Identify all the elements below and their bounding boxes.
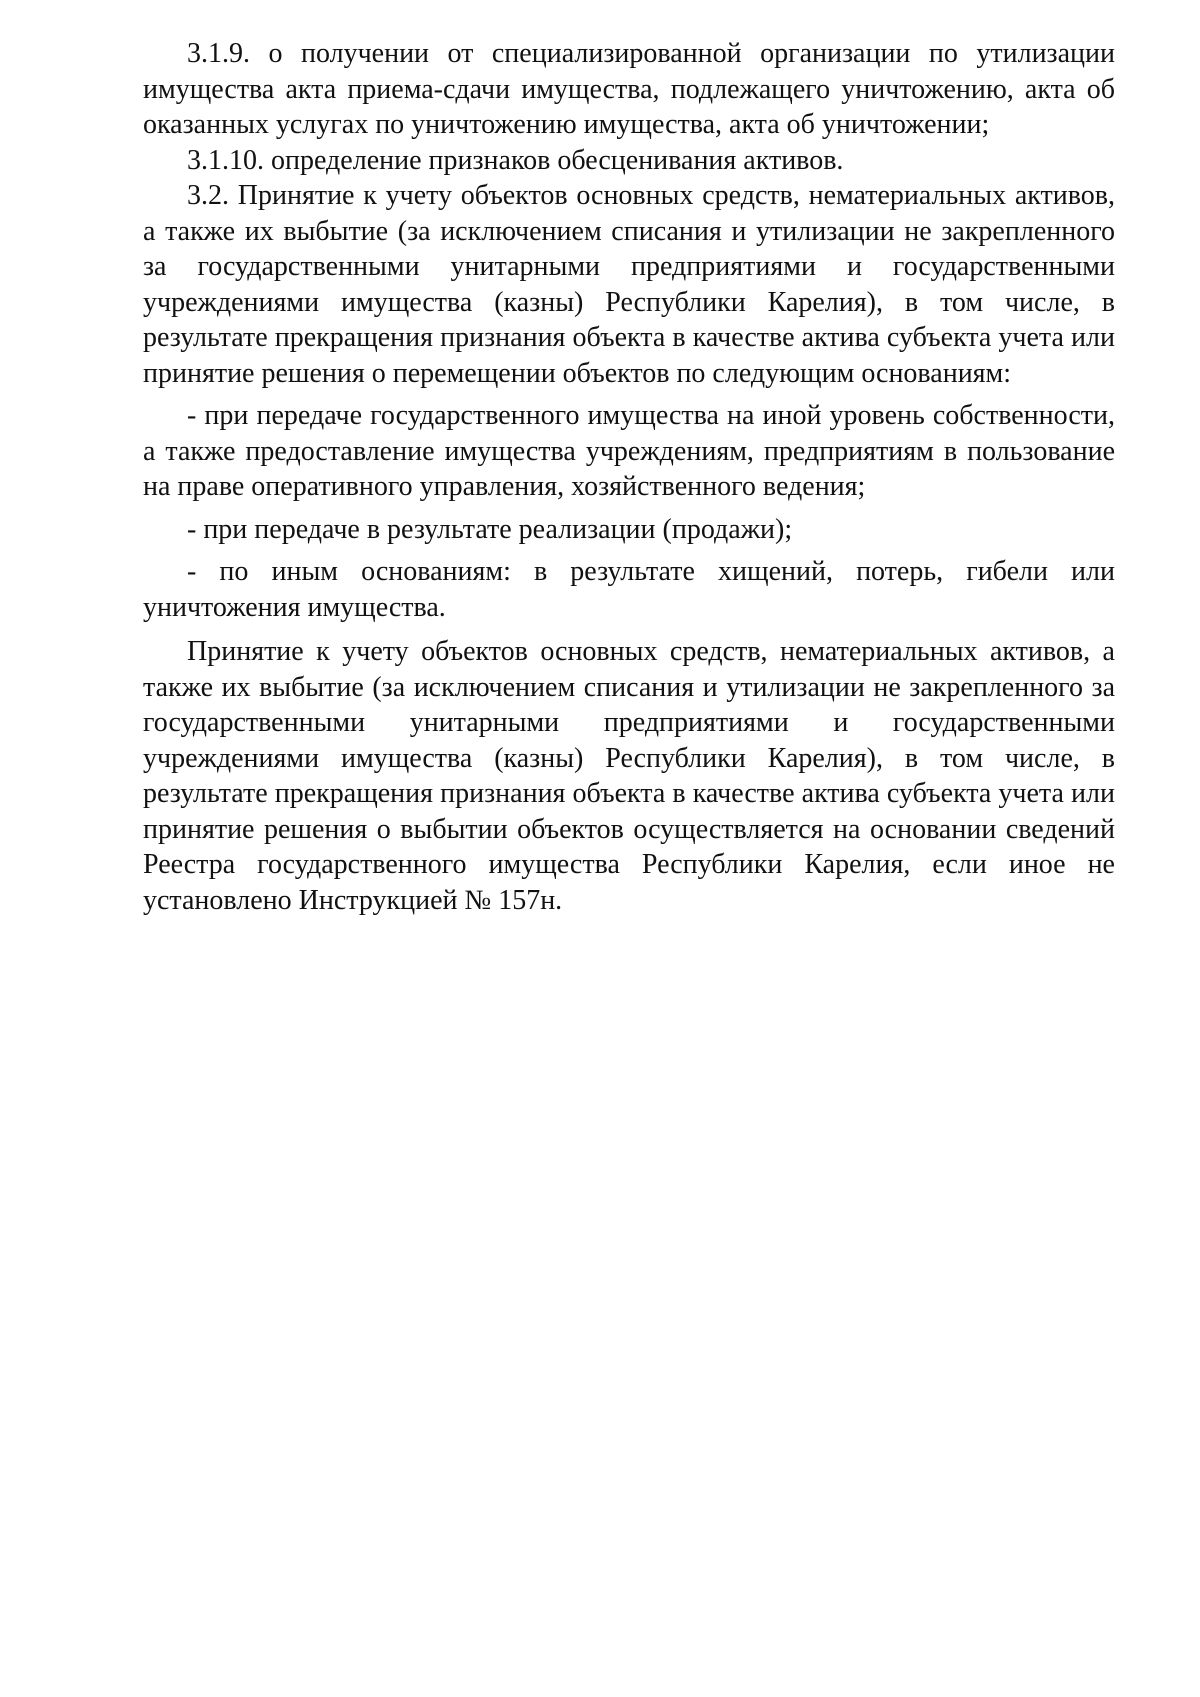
paragraph-3-2: 3.2. Принятие к учету объектов основных средств, нематериальных активов, а также их выбытие (за исключением списания и утилизации не закрепленного за государственными унитарными предприятиями и государственными учреждениями имущества (казны) Республики Карелия), в том числе, в результате прекращения признания объекта в качестве актива субъекта учета или принятие решения о перемещении объектов по следующим основаниям: <box>143 180 1115 389</box>
list-item-transfer-ownership: - при передаче государственного имущества на иной уровень собственности, а также предоставление имущества учреждениям, предприятиям в пользование на праве оперативного управления, хозяйственного ведения; <box>143 400 1115 502</box>
list-item-sale: - при передаче в результате реализации (продажи); <box>187 513 793 545</box>
document-body <box>143 36 1115 918</box>
paragraph-registry-basis: Принятие к учету объектов основных средств, нематериальных активов, а также их выбытие (за исключением списания и утилизации не закрепленного за государственными унитарными предприятиями и государственными учреждениями имущества (казны) Республики Карелия), в том числе, в результате прекращения признания объекта в качестве актива субъекта учета или принятие решения о выбытии объектов осуществляется на основании сведений Реестра государственного имущества Республики Карелия, если иное не установлено Инструкцией № 157н. <box>143 636 1115 916</box>
paragraph-3-1-10: 3.1.10. определение признаков обесценивания активов. <box>187 144 844 176</box>
paragraph-3-1-9: 3.1.9. о получении от специализированной организации по утилизации имущества акта приема-сдачи имущества, подлежащего уничтожению, акта об оказанных услугах по уничтожению имущества, акта об уничтожении; <box>143 38 1115 140</box>
list-item-other-grounds: - по иным основаниям: в результате хищений, потерь, гибели или уничтожения имущества. <box>143 556 1115 623</box>
